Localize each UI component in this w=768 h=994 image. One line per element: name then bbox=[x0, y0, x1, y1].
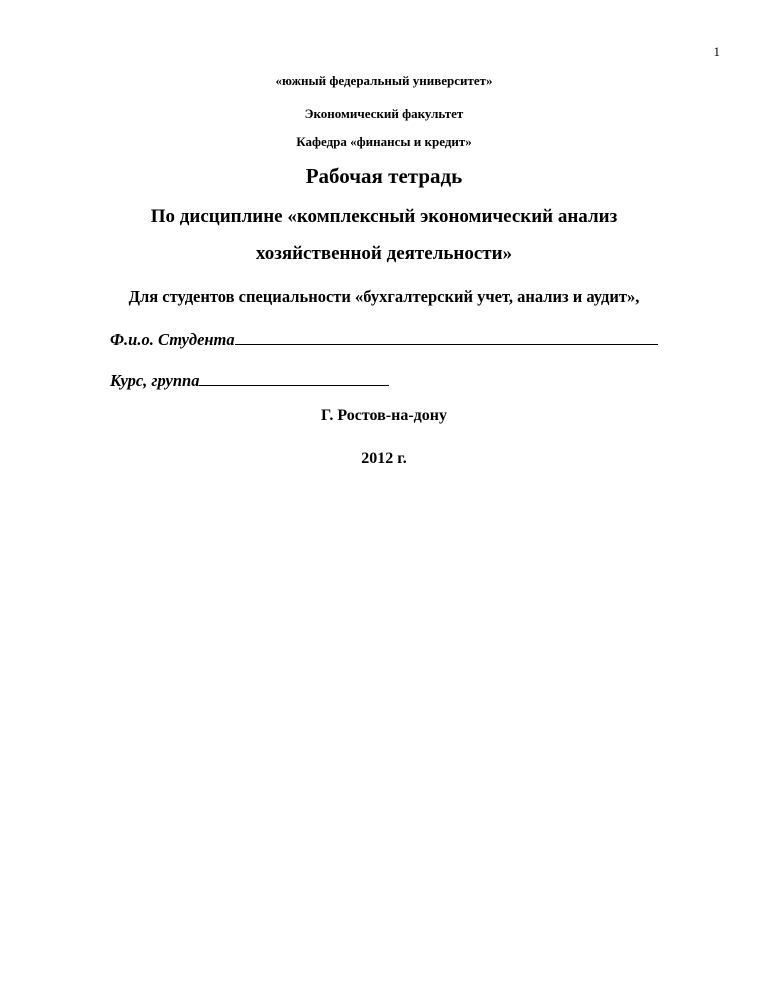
student-name-blank-line bbox=[235, 328, 658, 345]
discipline-line-2: хозяйственной деятельности» bbox=[255, 243, 513, 264]
university-name: «южный федеральный университет» bbox=[275, 73, 493, 88]
city-line: Г. Ростов-на-дону bbox=[321, 407, 447, 424]
faculty-name: Экономический факультет bbox=[304, 106, 464, 121]
document-title: Рабочая тетрадь bbox=[305, 164, 463, 188]
discipline-line-1: По дисциплине «комплексный экономический анализ bbox=[150, 206, 618, 227]
student-name-field bbox=[110, 328, 658, 350]
year-line: 2012 г. bbox=[361, 450, 407, 467]
page-number: 1 bbox=[713, 44, 720, 59]
specialty-line: Для студентов специальности «бухгалтерский учет, анализ и аудит», bbox=[128, 287, 640, 306]
student-name-label: Ф.и.о. Студента bbox=[110, 330, 235, 349]
course-group-label: Курс, группа bbox=[110, 371, 200, 390]
course-group-field bbox=[110, 369, 389, 391]
course-group-blank-line bbox=[199, 369, 389, 386]
department-name: Кафедра «финансы и кредит» bbox=[296, 134, 472, 149]
